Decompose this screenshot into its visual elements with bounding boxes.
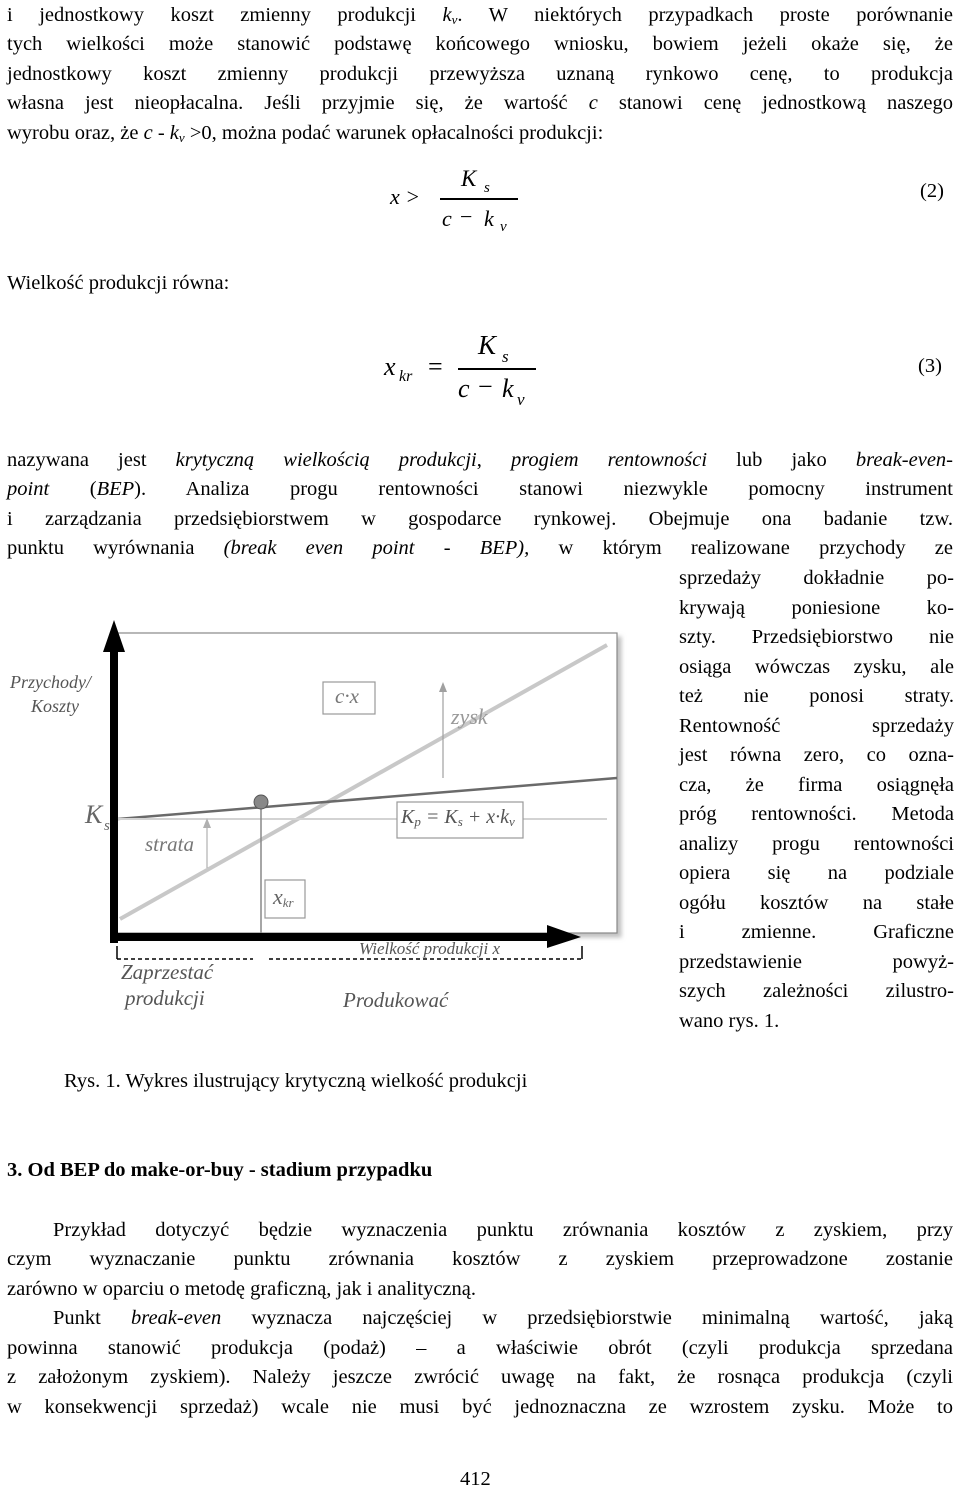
paragraph4-line3: z założonym zyskiem). Należy jeszcze zwrócić uwagę na fakt, że rosnąca produkcja (czyli (7, 1366, 953, 1388)
paragraph4-line4: w konsekwencji sprzedaż) wcale nie musi być jednoznaczna ze wzrostem zysku. Może to (7, 1396, 953, 1418)
side-text-line: wano rys. 1. (679, 1010, 780, 1032)
paragraph3-line3: zarówno w oparciu o metodę graficzną, jak i analityczną. (7, 1278, 477, 1300)
eq2-den-minus: − (460, 204, 473, 229)
x-axis-label: Wielkość produkcji x (359, 939, 500, 958)
eq2-lhs: x > (390, 184, 421, 209)
side-text-line: osiąga wówczas zysku, ale (679, 656, 954, 678)
eq2-den-k: k (484, 206, 494, 231)
eq3-equals: = (428, 352, 443, 381)
eq2-den-v: v (500, 219, 507, 235)
paragraph3-line2: czym wyznaczanie punktu zrównania kosztów z zyskiem przeprowadzone zostanie (7, 1248, 953, 1270)
paragraph2-line2: point (BEP). Analiza progu rentowności stanowi niezwykle pomocny instrument (7, 478, 953, 500)
eq3-den-minus: − (478, 372, 493, 401)
paragraph2-line4: punktu wyrównania (break even point - BEP), w którym realizowane przychody ze (7, 537, 953, 559)
y-axis-label-1: Przychody/ (10, 672, 91, 692)
side-text-line: przedstawienie powyż- (679, 951, 954, 973)
eq3-den-k: k (502, 374, 514, 403)
y-axis-label-2: Koszty (31, 696, 80, 716)
side-text-line: próg rentowności. Metoda (679, 803, 954, 825)
paragraph1-line4: własna jest nieopłacalna. Jeśli przyjmie się, że wartość c stanowi cenę jednostkową naszego (7, 92, 953, 114)
eq3-num-K: K (478, 330, 497, 360)
eq2-den-c: c (442, 206, 452, 231)
side-text-line: szych zależności zilustro- (679, 980, 954, 1002)
xkr-label: $x_{kr}$ (273, 884, 294, 910)
eq3-lhs-kr: kr (399, 368, 413, 385)
eq2-fraction-bar (440, 198, 518, 200)
eq3-den-v: v (517, 390, 525, 409)
paragraph4-line2: powinna stanowić produkcja (podaż) – a właściwie obrót (czyli produkcja sprzedana (7, 1337, 953, 1359)
cost-function-label: $K_p = K_s + x\cdot k_v$ (401, 806, 515, 829)
figure-caption: Rys. 1. Wykres ilustrujący krytyczną wielkość produkcji (64, 1070, 528, 1092)
side-text-line: ogółu kosztów na stałe (679, 892, 954, 914)
stop-production-label-1: Zaprzestać (121, 960, 214, 984)
eq2-num-s: s (484, 180, 490, 196)
break-even-figure (7, 610, 671, 1030)
side-text-line: opiera się na podziale (679, 862, 954, 884)
paragraph2-line3: i zarządzania przedsiębiorstwem w gospodarce rynkowej. Obejmuje ona badanie tzw. (7, 508, 953, 530)
eq3-fraction-bar (458, 368, 536, 370)
side-text-line: cza, że firma osiągnęła (679, 774, 954, 796)
section-heading: 3. Od BEP do make-or-buy - stadium przypadku (7, 1159, 433, 1181)
paragraph4-line1: Punkt break-even wyznacza najczęściej w przedsiębiorstwie minimalną wartość, jaką (53, 1307, 953, 1329)
side-text-line: i zmienne. Graficzne (679, 921, 954, 943)
paragraph1-line3: jednostkowy koszt zmienny produkcji przewyższa uznaną rynkowo cenę, to produkcja (7, 63, 953, 85)
side-text-line: jest równa zero, co ozna- (679, 744, 954, 766)
paragraph1-line5: wyrobu oraz, że $c - k_v >0$, można podać warunek opłacalności produkcji: (7, 122, 604, 145)
page-number: 412 (460, 1468, 491, 1490)
break-even-point (254, 795, 268, 809)
paragraph1-line1: i jednostkowy koszt zmienny produkcji $k_v$. W niektórych przypadkach proste porównanie (7, 4, 953, 27)
revenue-label: c·x (335, 684, 359, 708)
eq3-lhs-x: x (384, 352, 396, 381)
side-text-line: szty. Przedsiębiorstwo nie (679, 626, 954, 648)
side-text-line: sprzedaży dokładnie po- (679, 567, 954, 589)
ks-label-K: K (85, 800, 103, 829)
label-production-size: Wielkość produkcji równa: (7, 272, 230, 294)
side-text-line: Rentowność sprzedaży (679, 715, 954, 737)
paragraph3-line1: Przykład dotyczyć będzie wyznaczenia punktu zrównania kosztów z zyskiem, przy (53, 1219, 953, 1241)
paragraph2-line1: nazywana jest krytyczną wielkością produkcji, progiem rentowności lub jako break-even- (7, 449, 953, 471)
eq2-number: (2) (920, 180, 944, 202)
eq3-num-s: s (502, 347, 509, 366)
profit-label: zysk (451, 704, 488, 729)
eq3-number: (3) (918, 355, 942, 377)
paragraph1-line2: tych wielkości może stanowić podstawę końcowego wniosku, bowiem jeżeli okaże się, że (7, 33, 953, 55)
eq2-num-K: K (461, 166, 477, 191)
stop-production-label-2: produkcji (125, 986, 205, 1010)
eq3-den-c: c (458, 374, 470, 403)
ks-label-s: s (104, 818, 110, 834)
side-text-line: analizy progu rentowności (679, 833, 954, 855)
y-axis (110, 650, 118, 943)
side-text-line: też nie ponosi straty. (679, 685, 954, 707)
side-text-line: krywają poniesione ko- (679, 597, 954, 619)
produce-label: Produkować (343, 988, 449, 1012)
loss-label: strata (145, 832, 195, 856)
